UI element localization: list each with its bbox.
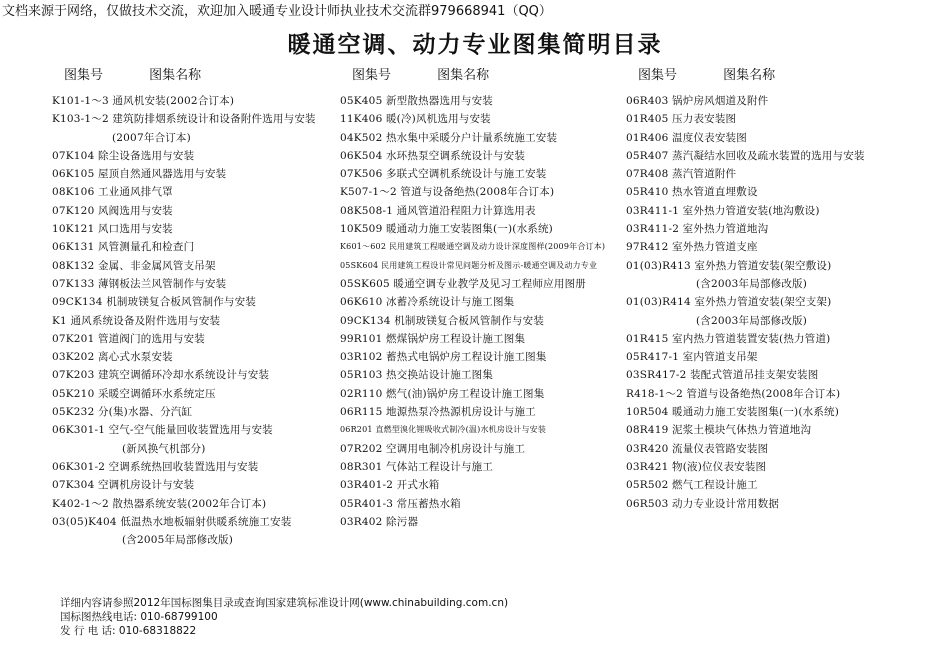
footer-sales-phone: 发 行 电 话: 010-68318822 [60, 625, 197, 637]
catalog-item: K402-1～2 散热器系统安装(2002年合订本) [52, 497, 267, 510]
header-number: 图集号 [638, 68, 678, 83]
catalog-item: K1 通风系统设备及附件选用与安装 [52, 314, 221, 327]
source-note: 文档来源于网络，仅做技术交流，欢迎加入暖通专业设计师执业技术交流群979668941（QQ） [2, 4, 552, 19]
catalog-item: 07K104 除尘设备选用与安装 [52, 149, 195, 162]
catalog-item: K601～602 民用建筑工程暖通空调及动力设计深度图样(2009年合订本) [340, 242, 606, 252]
catalog-item: 11K406 暖(冷)风机选用与安装 [340, 113, 491, 126]
catalog-item: 06K131 风管测量孔和检查门 [52, 241, 195, 254]
catalog-item: 07K133 薄钢板法兰风管制作与安装 [52, 277, 227, 290]
catalog-item: 07R408 蒸汽管道附件 [626, 168, 737, 181]
catalog-item: 07K203 建筑空调循环冷却水系统设计与安装 [52, 369, 270, 382]
catalog-item: 03R402 除污器 [340, 515, 419, 528]
catalog-item: 05R407 蒸汽凝结水回收及疏水装置的选用与安装 [626, 149, 865, 162]
catalog-item: 05K210 采暖空调循环水系统定压 [52, 387, 216, 400]
catalog-item: 01R405 压力表安装图 [626, 113, 737, 126]
catalog-item: 06R115 地源热泵冷热源机房设计与施工 [340, 406, 536, 419]
catalog-item: 07R202 空调用电制冷机房设计与施工 [340, 442, 526, 455]
catalog-item: 09CK134 机制玻镁复合板风管制作与安装 [340, 314, 545, 327]
catalog-item: 03K202 离心式水泵安装 [52, 351, 173, 364]
catalog-item: 06R201 直燃型溴化锂吸收式制冷(温)水机房设计与安装 [340, 425, 547, 435]
catalog-item: 08K132 金属、非金属风管支吊架 [52, 259, 216, 272]
catalog-item: 08K106 工业通风排气罩 [52, 186, 173, 199]
catalog-item: (含2003年局部修改版) [696, 314, 808, 327]
catalog-item: 04K502 热水集中采暖分户计量系统施工安装 [340, 131, 558, 144]
catalog-item: 06K504 水环热泵空调系统设计与安装 [340, 149, 526, 162]
header-number: 图集号 [352, 68, 392, 83]
catalog-column-3 [626, 64, 926, 513]
catalog-item: 10K509 暖通动力施工安装图集(一)(水系统) [340, 223, 553, 236]
catalog-item: 10R504 暖通动力施工安装图集(一)(水系统) [626, 406, 840, 419]
catalog-item: 06K301-2 空调系统热回收装置选用与安装 [52, 460, 259, 473]
catalog-item: 05SK605 暖通空调专业教学及见习工程师应用图册 [340, 277, 586, 290]
item-list [340, 92, 630, 531]
catalog-item: 06R503 动力专业设计常用数据 [626, 497, 780, 510]
catalog-column-1 [52, 64, 342, 549]
catalog-item: (含2005年局部修改版) [122, 534, 234, 547]
header-name: 图集名称 [149, 68, 202, 83]
item-list [626, 92, 926, 513]
catalog-item: 05R401-3 常压蓄热水箱 [340, 497, 461, 510]
catalog-item: 03R401-2 开式水箱 [340, 479, 440, 492]
catalog-item: 06K105 屋顶自然通风器选用与安装 [52, 168, 227, 181]
footer-note: 详细内容请参照2012年国标图集目录或查询国家建筑标准设计网(www.chinabuilding.com.cn) [60, 597, 509, 609]
catalog-item: K101-1～3 通风机安装(2002合订本) [52, 95, 235, 107]
catalog-item: 09CK134 机制玻镁复合板风管制作与安装 [52, 296, 257, 309]
catalog-item: 05K405 新型散热器选用与安装 [340, 95, 493, 107]
catalog-item: 05K232 分(集)水器、分汽缸 [52, 406, 193, 419]
catalog-item: 01R415 室内热力管道装置安装(热力管道) [626, 332, 831, 345]
catalog-item: (新风换气机部分) [122, 442, 206, 455]
column-header [626, 64, 926, 86]
header-name: 图集名称 [723, 68, 776, 83]
catalog-item: 06K610 冰蓄冷系统设计与施工图集 [340, 296, 515, 309]
catalog-item: R418-1～2 管道与设备绝热(2008年合订本) [626, 387, 841, 400]
footer [60, 596, 508, 638]
catalog-column-2 [340, 64, 630, 531]
catalog-item: 05R417-1 室内管道支吊架 [626, 351, 758, 364]
catalog-item: 07K201 管道阀门的选用与安装 [52, 332, 205, 345]
catalog-item: 05R502 燃气工程设计施工 [626, 479, 758, 492]
catalog-item: 03R411-1 室外热力管道安装(地沟敷设) [626, 204, 820, 217]
catalog-item: 99R101 燃煤锅炉房工程设计施工图集 [340, 332, 526, 345]
catalog-item: 07K304 空调机房设计与安装 [52, 479, 195, 492]
catalog-item: 08R301 气体站工程设计与施工 [340, 460, 494, 473]
catalog-item: K507-1～2 管道与设备绝热(2008年合订本) [340, 186, 555, 199]
column-header [340, 64, 630, 86]
catalog-item: 02R110 燃气(油)锅炉房工程设计施工图集 [340, 387, 545, 400]
catalog-item: (含2003年局部修改版) [696, 277, 808, 290]
footer-hotline: 国标图热线电话: 010-68799100 [60, 611, 218, 623]
catalog-item: 08R419 泥浆土模块气体热力管道地沟 [626, 424, 812, 437]
catalog-item: (2007年合订本) [112, 131, 191, 144]
page-title: 暖通空调、动力专业图集简明目录 [287, 32, 663, 58]
catalog-item: 01(03)R414 室外热力管道安装(架空支架) [626, 296, 832, 309]
catalog-item: 03R420 流量仪表管路安装图 [626, 442, 769, 455]
catalog-item: 03R102 蓄热式电锅炉房工程设计施工图集 [340, 351, 547, 364]
catalog-item: 06R403 锅炉房风烟道及附件 [626, 95, 769, 107]
catalog-item: K103-1～2 建筑防排烟系统设计和设备附件选用与安装 [52, 113, 316, 126]
catalog-item: 03SR417-2 装配式管道吊挂支架安装图 [626, 369, 819, 382]
catalog-item: 08K508-1 通风管道沿程阻力计算选用表 [340, 204, 536, 217]
catalog-item: 03R411-2 室外热力管道地沟 [626, 223, 769, 236]
catalog-item: 03R421 物(液)位仪表安装图 [626, 460, 767, 473]
catalog-item: 97R412 室外热力管道支座 [626, 241, 758, 254]
catalog-item: 01R406 温度仪表安装图 [626, 131, 747, 144]
catalog-item: 05R410 热水管道直埋敷设 [626, 186, 758, 199]
item-list [52, 92, 342, 549]
catalog-item: 05R103 热交换站设计施工图集 [340, 369, 494, 382]
header-number: 图集号 [64, 68, 104, 83]
catalog-item: 06K301-1 空气-空气能量回收装置选用与安装 [52, 424, 273, 437]
catalog-item: 07K506 多联式空调机系统设计与施工安装 [340, 168, 547, 181]
header-name: 图集名称 [437, 68, 490, 83]
catalog-item: 03(05)K404 低温热水地板辐射供暖系统施工安装 [52, 515, 292, 528]
column-header [52, 64, 342, 86]
catalog-item: 07K120 风阀选用与安装 [52, 204, 173, 217]
catalog-item: 01(03)R413 室外热力管道安装(架空敷设) [626, 259, 832, 272]
catalog-item: 05SK604 民用建筑工程设计常见问题分析及图示-暖通空调及动力专业 [340, 260, 598, 270]
catalog-item: 10K121 风口选用与安装 [52, 223, 173, 236]
